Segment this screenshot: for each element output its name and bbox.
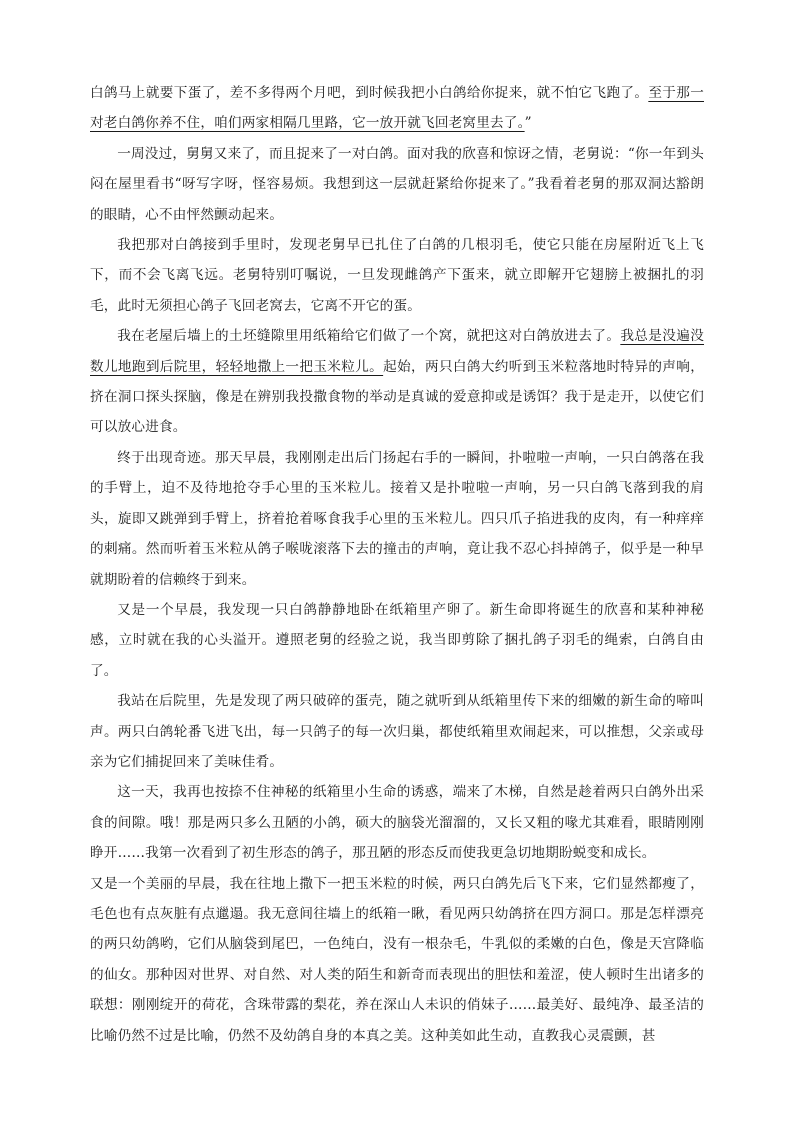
- text-segment: 终于出现奇迹。那天早晨，我刚刚走出后门扬起右手的一瞬间，扑啦啦一声响，一只白鸽落在我的手臂上，迫不及待地抢夺手心里的玉米粒儿。接着又是扑啦啦一声响，另一只白鸽飞落到我的肩头，旋即又跳弹到手臂上，挤着抢着啄食我手心里的玉米粒儿。四只爪子掐进我的皮肉，有一种痒痒的刺痛。然而听着玉米粒从鸽子喉咙滚落下去的撞击的声响，竟让我不忍心抖掉鸽子，似乎是一种早就期盼着的信赖终于到来。: [90, 449, 704, 588]
- paragraph-3: [90, 230, 704, 321]
- text-segment: 我站在后院里，先是发现了两只破碎的蛋壳，随之就听到从纸箱里传下来的细嫩的新生命的啼叫声。两只白鸽轮番飞进飞出，每一只鸽子的每一次归巢，都使纸箱里欢闹起来，可以推想，父亲或母亲为它们捕捉回来了美味佳肴。: [90, 693, 704, 770]
- underlined-sentence: 至于那一对老白鸽你养不住，咱们两家相隔几里路，它一放开就飞回老窝里去了。: [90, 85, 704, 132]
- text-segment: 又是一个美丽的早晨，我在往地上撒下一把玉米粒的时候，两只白鸽先后飞下来，它们显然都瘦了，毛色也有点灰脏有点邋遢。我无意间往墙上的纸箱一瞅，看见两只幼鸽挤在四方洞口。那是怎样漂亮的两只幼鸽哟，它们从脑袋到尾巴，一色纯白，没有一根杂毛，牛乳似的柔嫩的白色，像是天宫降临的仙女。那种因对世界、对自然、对人类的陌生和新奇而表现出的胆怯和羞涩，使人顿时生出诸多的联想：刚刚绽开的荷花，含珠带露的梨花，养在深山人未识的俏妹子……最美好、最纯净、最圣洁的比喻仍然不过是比喻，仍然不及幼鸽自身的本真之美。这种美如此生动，直教我心灵震颤，甚: [90, 875, 704, 1044]
- underlined-sentence: 我总是没遍没数儿地跑到后院里，轻轻地撒上一把玉米粒儿。: [90, 328, 705, 375]
- text-segment: 起始，两只白鸽大约听到玉米粒落地时特异的声响，挤在洞口探头探脑，像是在辨别我投撒食物的举动是真诚的爱意抑或是诱饵？我于是走开，以使它们可以放心进食。: [90, 358, 704, 436]
- text-segment: 我在老屋后墙上的土坯缝隙里用纸箱给它们做了一个窝，就把这对白鸽放进去了。: [117, 328, 621, 345]
- text-segment: ”: [524, 115, 532, 132]
- paragraph-5: [90, 443, 704, 595]
- text-segment: 我把那对白鸽接到手里时，发现老舅早已扎住了白鸽的几根羽毛，使它只能在房屋附近飞上飞下，而不会飞离飞远。老舅特别叮嘱说，一旦发现雌鸽产下蛋来，就立即解开它翅膀上被捆扎的羽毛，此时无须担心鸽子飞回老窝去，它离不开它的蛋。: [90, 237, 704, 314]
- text-segment: 又是一个早晨，我发现一只白鸽静静地卧在纸箱里产卵了。新生命即将诞生的欣喜和某种神秘感，立时就在我的心头溢开。遵照老舅的经验之说，我当即剪除了捆扎鸽子羽毛的绳索，白鸽自由了。: [90, 601, 704, 679]
- paragraph-7: [90, 686, 704, 777]
- paragraph-1: [90, 78, 704, 139]
- paragraph-8: [90, 777, 704, 868]
- paragraph-6: [90, 595, 704, 686]
- text-segment: 一周没过，舅舅又来了，而且捉来了一对白鸽。面对我的欣喜和惊讶之情，老舅说：“你一年到头闷在屋里看书“呀写字呀，怪容易烦。我想到这一层就赶紧给你捉来了。”我看着老舅的那双洞达豁朗的眼睛，心不由怦然颤动起来。: [90, 145, 704, 223]
- text-segment: 白鸽马上就要下蛋了，差不多得两个月吧，到时候我把小白鸽给你捉来，就不怕它飞跑了。: [90, 85, 649, 101]
- document-page: [90, 78, 704, 1051]
- paragraph-2: [90, 139, 704, 230]
- paragraph-9: [90, 869, 704, 1051]
- text-segment: 这一天，我再也按捺不住神秘的纸箱里小生命的诱惑，端来了木梯，自然是趁着两只白鸽外出采食的间隙。哦！那是两只多么丑陋的小鸽，硕大的脑袋光溜溜的，又长又粗的喙尤其难看，眼睛刚刚睁开……我第一次看到了初生形态的鸽子，那丑陋的形态反而使我更急切地期盼蜕变和成长。: [90, 784, 704, 862]
- paragraph-4: [90, 321, 704, 443]
